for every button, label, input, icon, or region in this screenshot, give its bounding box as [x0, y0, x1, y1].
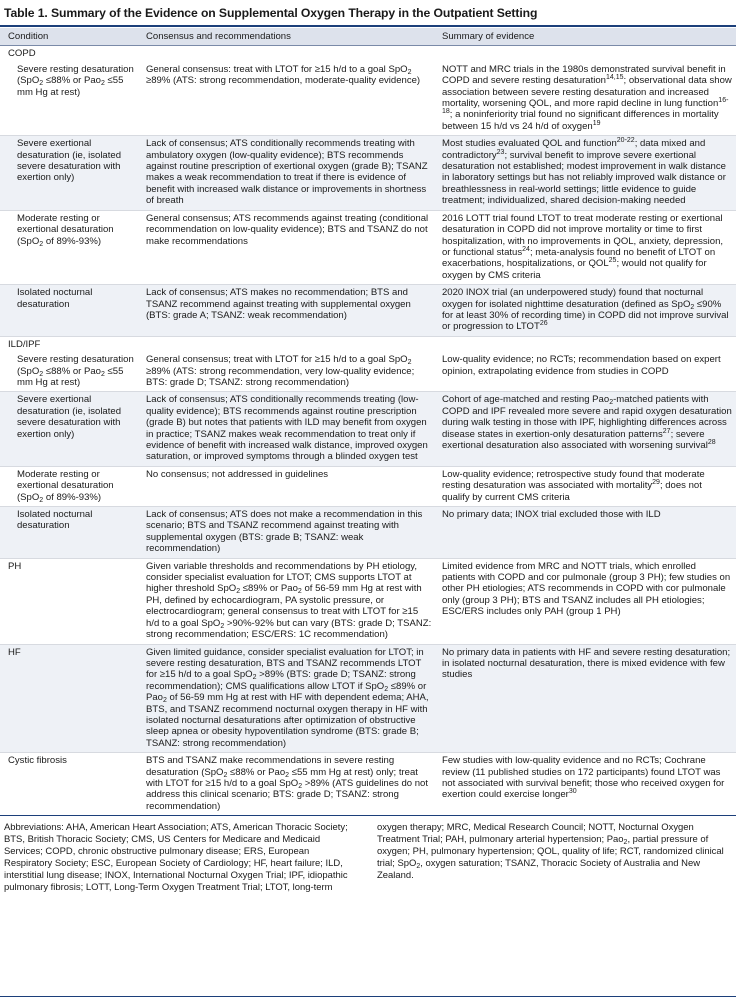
cell-consensus: BTS and TSANZ make recommendations in severe resting desaturation (SpO$_2$ ≤88% or Pao$_2$ ≤55 mm Hg at rest) only; treat with LTOT for ≥15 h/d to a goal SpO$_2$ >89% (ATS guidelines do not address this clinical scenario; BTS: grade D; TSANZ: strong recommendation) — [142, 753, 438, 816]
cell-summary: Limited evidence from MRC and NOTT trials, which enrolled patients with COPD and cor pulmonale (group 3 PH); few studies on other PH etiologies; ATS recommends in COPD with cor pulmonale only (group 3 PH); BTS and TSANZ includes all PH etiologies; ESC/ERS includes only PAH (group 1 PH) — [438, 558, 736, 644]
cell-condition: Cystic fibrosis — [0, 753, 142, 816]
table-row — [0, 285, 736, 337]
table-row — [0, 753, 736, 816]
cell-summary: No primary data; INOX trial excluded those with ILD — [438, 507, 736, 559]
table-row — [0, 466, 736, 506]
abbreviations-footnote: Abbreviations: AHA, American Heart Association; ATS, American Thoracic Society; BTS, British Thoracic Society; CMS, US Centers for Medicare and Medicaid Services; COPD, chronic obstructive pulmonary disease; ERS, European Respiratory Society; ESC, European Society of Cardiology; HF, heart failure; ILD, interstitial lung disease; INOX, International Nocturnal Oxygen Trial; IPF, idiopathic pulmonary fibrosis; LOTT, Long-Term Oxygen Treatment Trial; LTOT, long-term oxygen therapy; MRC, Medical Research Council; NOTT, Nocturnal Oxygen Treatment Trial; PAH, pulmonary arterial hypertension; Pao$_2$, partial pressure of oxygen; PH, pulmonary hypertension; QOL, quality of life; RCT, randomized clinical trial; SpO$_2$, oxygen saturation; TSANZ, Thoracic Society of Australia and New Zealand. — [4, 822, 724, 894]
table-header-row — [0, 28, 736, 46]
table-row — [0, 62, 736, 136]
cell-condition: Isolated nocturnal desaturation — [0, 507, 142, 559]
table-row — [0, 558, 736, 644]
table-row — [0, 352, 736, 392]
table-row — [0, 136, 736, 210]
cell-condition: PH — [0, 558, 142, 644]
cell-summary: No primary data in patients with HF and severe resting desaturation; in isolated nocturnal desaturation, there is mixed evidence with few studies — [438, 644, 736, 753]
cell-consensus: General consensus; ATS recommends against treating (conditional recommendation on low-quality evidence); BTS and TSANZ do not make recommendations — [142, 210, 438, 284]
header-consensus: Consensus and recommendations — [142, 28, 438, 46]
section-row-ild — [0, 336, 736, 352]
table-row — [0, 644, 736, 753]
cell-condition: Isolated nocturnal desaturation — [0, 285, 142, 337]
section-label-copd: COPD — [0, 46, 736, 62]
section-label-ild: ILD/IPF — [0, 336, 736, 352]
cell-consensus: Given variable thresholds and recommendations by PH etiology, consider specialist evaluation for LTOT; CMS supports LTOT at higher threshold SpO$_2$ ≤89% or Pao$_2$ of 56-59 mm Hg at rest with PH, defined by echocardiogram, PA systolic pressure, or electrocardiogram; general consensus to treat with LTOT for ≥15 h/d to a goal SpO$_2$ >90%-92% but can vary (BTS: grade D; TSANZ: strong recommendation; ESC/ERS: 1C recommendation) — [142, 558, 438, 644]
cell-summary: 2016 LOTT trial found LTOT to treat moderate resting or exertional desaturation in COPD did not improve mortality or time to first hospitalization, with no improvements in QOL, anxiety, depression, or functional status$^{24}$; meta-analysis found no benefit of LTOT on exacerbations, hospitalizations, or QOL$^{25}$; would not qualify for oxygen by CMS criteria — [438, 210, 736, 284]
cell-summary: Few studies with low-quality evidence and no RCTs; Cochrane review (11 published studies on 172 participants) found LTOT was not associated with survival benefit; those who received oxygen for exertion could exercise longer$^{30}$ — [438, 753, 736, 816]
cell-condition: Severe exertional desaturation (ie, isolated severe desaturation with exertion only) — [0, 136, 142, 210]
cell-consensus: Lack of consensus; ATS conditionally recommends treating (low-quality evidence); BTS recommends against routine prescription (grade B) but notes that patients with ILD may benefit from oxygen in practice; TSANZ makes weak recommendation to treat only if evidence of benefit with increased walk distance, improved oxygen saturation, or improved symptoms through a blinded oxygen test — [142, 392, 438, 466]
cell-consensus: General consensus: treat with LTOT for ≥15 h/d to a goal SpO$_2$ ≥89% (ATS: strong recommendation, moderate-quality evidence) — [142, 62, 438, 136]
cell-consensus: Lack of consensus; ATS conditionally recommends treating with ambulatory oxygen (low-quality evidence); BTS recommends against routine prescription of exertional oxygen (grade B); TSANZ makes a weak recommendation to treat if there is evidence of benefit with increased walk distance or improvements in shortness of breath — [142, 136, 438, 210]
cell-summary: Low-quality evidence; retrospective study found that moderate resting desaturation was associated with mortality$^{29}$; does not qualify by current CMS criteria — [438, 466, 736, 506]
table-title: Table 1. Summary of the Evidence on Supplemental Oxygen Therapy in the Outpatient Setting — [4, 6, 538, 20]
section-row-copd — [0, 46, 736, 62]
header-condition: Condition — [0, 28, 142, 46]
cell-consensus: Lack of consensus; ATS does not make a recommendation in this scenario; BTS and TSANZ recommend against treating with supplemental oxygen (BTS: grade B; TSANZ: weak recommendation) — [142, 507, 438, 559]
cell-consensus: Lack of consensus; ATS makes no recommendation; BTS and TSANZ recommend against treating with supplemental oxygen (BTS: grade A; TSANZ: weak recommendation) — [142, 285, 438, 337]
cell-consensus: No consensus; not addressed in guidelines — [142, 466, 438, 506]
table-row — [0, 210, 736, 284]
cell-condition: HF — [0, 644, 142, 753]
cell-summary: 2020 INOX trial (an underpowered study) found that nocturnal oxygen for isolated nighttime desaturation (defined as SpO$_2$ ≤90% for at least 30% of recording time) in COPD did not improve survival or progression to LTOT$^{26}$ — [438, 285, 736, 337]
cell-condition: Severe exertional desaturation (ie, isolated severe desaturation with exertion only) — [0, 392, 142, 466]
cell-condition: Moderate resting or exertional desaturation (SpO$_2$ of 89%-93%) — [0, 210, 142, 284]
header-summary: Summary of evidence — [438, 28, 736, 46]
bottom-rule — [0, 996, 736, 997]
cell-consensus: General consensus; treat with LTOT for ≥15 h/d to a goal SpO$_2$ ≥89% (ATS: strong recommendation, very low-quality evidence; BTS: grade D; TSANZ: strong recommendation) — [142, 352, 438, 392]
top-rule — [0, 25, 736, 27]
cell-condition: Severe resting desaturation (SpO$_2$ ≤88% or Pao$_2$ ≤55 mm Hg at rest) — [0, 62, 142, 136]
cell-summary: Most studies evaluated QOL and function$^{20-22}$; data mixed and contradictory$^{23}$; survival benefit to improve severe exertional desaturation not established; modest improvement in walk distance in laboratory settings but has not reliably improved walk distance or breathlessness in real-world settings; little evidence to guide treatment; individualized, shared decision-making needed — [438, 136, 736, 210]
cell-condition: Severe resting desaturation (SpO$_2$ ≤88% or Pao$_2$ ≤55 mm Hg at rest) — [0, 352, 142, 392]
table-row — [0, 392, 736, 466]
cell-consensus: Given limited guidance, consider specialist evaluation for LTOT; in severe resting desaturation, BTS and TSANZ recommends LTOT for ≥15 h/d to a goal SpO$_2$ >89% (BTS: grade D; TSANZ: strong recommendation); CMS qualifications allow LTOT if SpO$_2$ ≤89% or Pao$_2$ of 56-59 mm Hg at rest with HF with dependent edema; AHA, BTS, and TSANZ recommend nocturnal oxygen therapy in HF with isolated nocturnal desaturations after optimization of obstructive sleep apnea or obesity hypoventilation syndrome (BTS: grade B; TSANZ: strong recommendation) — [142, 644, 438, 753]
cell-condition: Moderate resting or exertional desaturation (SpO$_2$ of 89%-93%) — [0, 466, 142, 506]
cell-summary: NOTT and MRC trials in the 1980s demonstrated survival benefit in COPD and severe resting desaturation$^{14,15}$; observational data show association between severe resting desaturation and increased mortality, worsening QOL, and more rapid decline in lung function$^{16-18}$; a noninferiority trial found no significant differences in mortality between 15 h/d vs 24 h/d of oxygen$^{19}$ — [438, 62, 736, 136]
table-row — [0, 507, 736, 559]
evidence-table — [0, 28, 736, 816]
cell-summary: Cohort of age-matched and resting Pao$_2$-matched patients with COPD and IPF revealed more severe and rapid oxygen desaturation during walk testing in those with IPF, highlighting differences across disease states in exertion-only desaturation patterns$^{27}$; severe exertional desaturation also associated with worsening survival$^{28}$ — [438, 392, 736, 466]
cell-summary: Low-quality evidence; no RCTs; recommendation based on expert opinion, extrapolating evidence from studies in COPD — [438, 352, 736, 392]
